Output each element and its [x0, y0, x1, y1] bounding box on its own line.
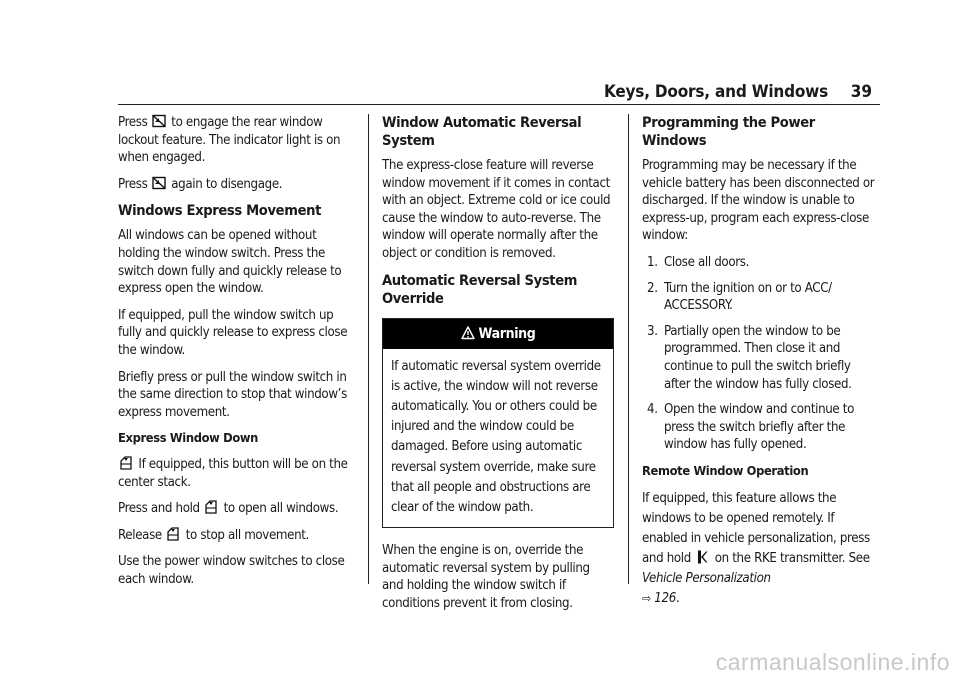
list-item [642, 401, 880, 454]
text-fragment: Press [118, 176, 148, 192]
body-paragraph: Use the power window switches to close each window. [118, 554, 345, 587]
window-lockout-icon [152, 114, 166, 128]
programming-steps [642, 254, 880, 454]
cross-reference-link[interactable]: Vehicle Personalization [642, 570, 771, 586]
warning-triangle-icon [461, 326, 475, 340]
step-number: 2. [647, 280, 658, 296]
column-divider [628, 114, 629, 584]
step-number: 4. [647, 402, 658, 418]
disengage-paragraph [118, 176, 354, 194]
text-fragment: Press [118, 115, 148, 130]
page-reference[interactable]: 126 [654, 590, 676, 606]
list-item [642, 280, 880, 315]
column-1 [118, 114, 354, 597]
body-paragraph: Briefly press or pull the window switch in the same direction to stop that window’s express movement. [118, 369, 347, 420]
warning-header [383, 319, 613, 349]
body-paragraph: Programming may be necessary if the vehicle battery has been disconnected or discharged. If the window is unable to express-up, program each express-close window: [642, 158, 875, 244]
watermark: carmanualsonline.info [715, 649, 950, 675]
express-movement-heading: Windows Express Movement [118, 202, 322, 220]
header-rule [118, 104, 880, 105]
window-lockout-icon [152, 176, 166, 190]
text-fragment: If equipped, this feature allows the windows to be opened remotely. If enabled in vehicle personalization, press and hold [642, 490, 870, 566]
step-text: Turn the ignition on or to ACC/ ACCESSORY. [664, 280, 832, 314]
warning-box [382, 318, 614, 529]
text-fragment: again to disengage. [171, 176, 283, 192]
step-text: Open the window and continue to press the switch briefly after the window has fully opened. [664, 402, 854, 453]
text-fragment: to stop all movement. [185, 527, 309, 543]
reversal-override-heading: Automatic Reversal System Override [382, 271, 578, 307]
text-fragment: If equipped, this button will be on the center stack. [118, 456, 348, 490]
express-window-down-icon [204, 500, 218, 514]
column-divider [368, 114, 369, 584]
step-text: Partially open the window to be programmed. Then close it and continue to pull the switch briefly after the window has fully closed. [664, 323, 852, 392]
list-item [642, 254, 880, 272]
remote-paragraph [642, 489, 880, 609]
body-paragraph: When the engine is on, override the automatic reversal system by pulling and holding the window switch if conditions prevent it from closing. [382, 543, 590, 611]
release-paragraph [118, 527, 354, 545]
express-window-down-subheading: Express Window Down [118, 431, 259, 447]
column-3 [642, 114, 880, 618]
key-fob-icon [695, 550, 709, 564]
express-window-down-icon [166, 527, 180, 541]
center-stack-paragraph [118, 456, 354, 491]
section-title: Keys, Doors, and Windows [603, 82, 828, 102]
step-number: 3. [647, 323, 658, 339]
programming-heading: Programming the Power Windows [642, 114, 815, 149]
column-2 [382, 114, 614, 622]
page-header [0, 0, 960, 110]
text-fragment: . [675, 590, 680, 606]
text-fragment: to engage the rear window lockout feature. The indicator light is on when engaged. [118, 115, 341, 166]
reversal-system-heading: Window Automatic Reversal System [382, 114, 582, 149]
warning-title: Warning [478, 325, 536, 342]
express-window-down-icon [119, 456, 133, 470]
remote-window-subheading: Remote Window Operation [642, 463, 809, 479]
lockout-paragraph [118, 114, 354, 167]
press-hold-paragraph [118, 500, 354, 518]
text-fragment: Press and hold [118, 501, 200, 517]
list-item [642, 323, 880, 393]
step-text: Close all doors. [664, 254, 749, 270]
text-fragment: on the RKE transmitter. See [714, 550, 870, 566]
body-paragraph: The express-close feature will reverse window movement if it comes in contact with an object. Extreme cold or ice could cause the window to auto-reverse. The window will operate normally after the object or condition is removed. [382, 158, 611, 261]
page-number: 39 [850, 82, 872, 102]
page-ref-arrow: ⇨ [642, 591, 651, 605]
step-number: 1. [647, 254, 658, 270]
text-fragment: Release [118, 527, 162, 543]
text-fragment: to open all windows. [223, 501, 339, 517]
warning-text: If automatic reversal system override is active, the window will not reverse automatically. You or others could be injured and the window could be damaged. Before using automatic reversal system override, make sure that all people and obstructions are clear of the window path. [391, 358, 601, 515]
body-paragraph: All windows can be opened without holding the window switch. Press the switch down fully and quickly release to express open the window. [118, 228, 342, 297]
body-paragraph: If equipped, pull the window switch up fully and quickly release to express close the window. [118, 307, 348, 358]
